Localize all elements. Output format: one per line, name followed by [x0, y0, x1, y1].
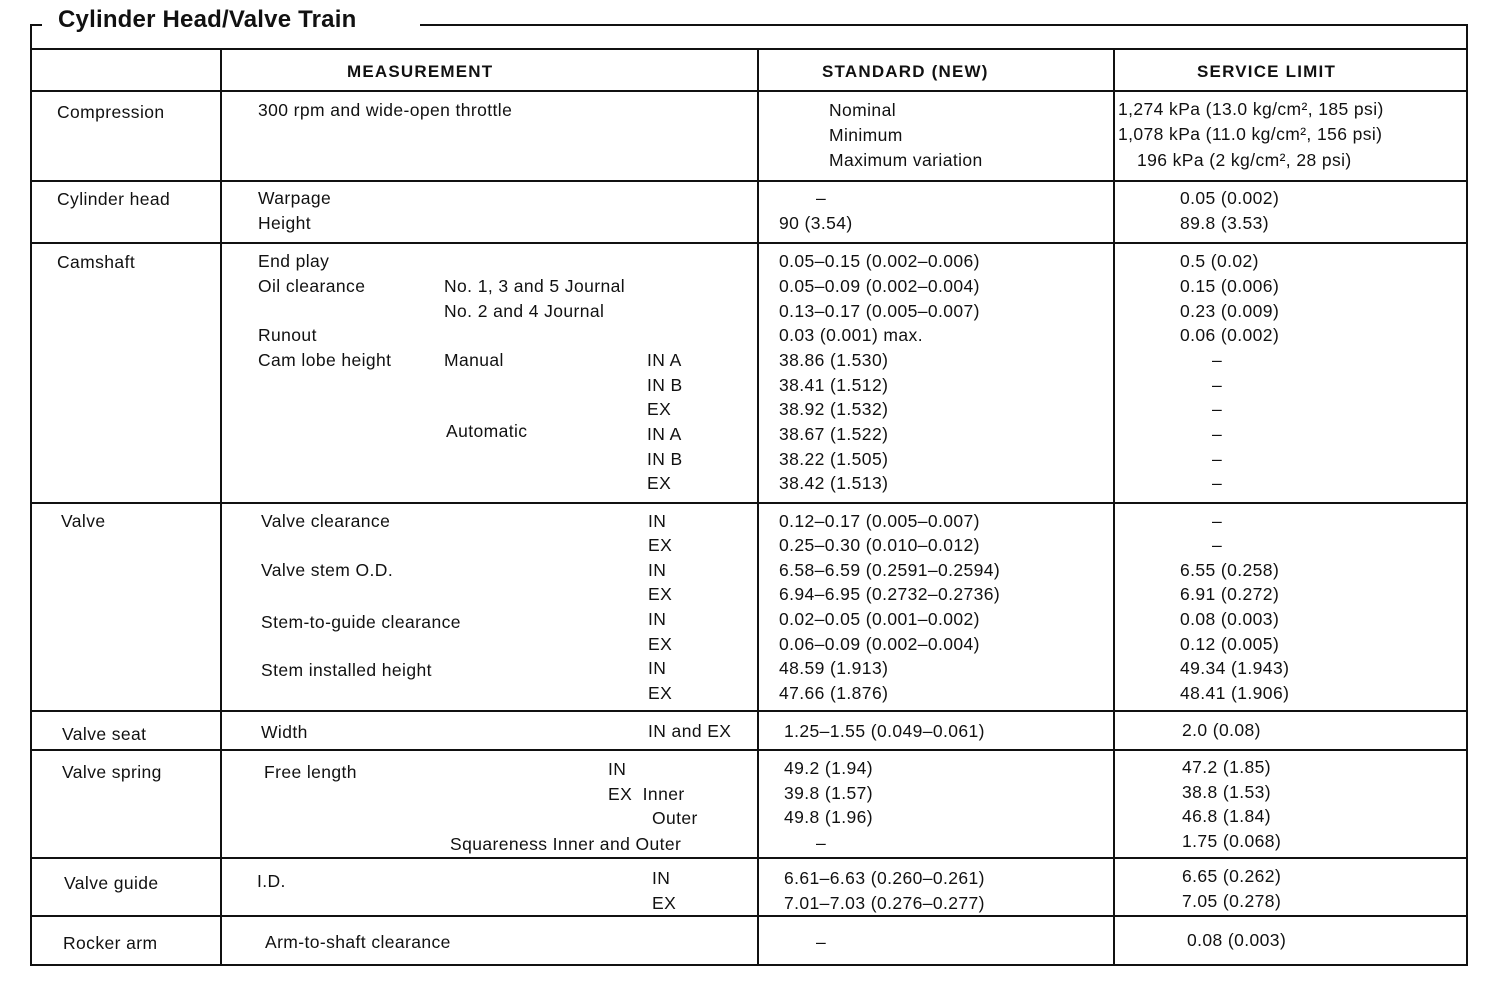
row-divider	[30, 710, 1468, 712]
camshaft-port-label: EX	[647, 473, 672, 493]
valve-guide-std: 7.01–7.03 (0.276–0.277)	[784, 893, 985, 913]
column-divider	[220, 48, 222, 966]
header-bottom-rule	[30, 90, 1468, 92]
valve-service: 0.08 (0.003)	[1180, 609, 1280, 629]
valve-stem-od: Valve stem O.D.	[261, 560, 394, 580]
valve-spring-service: 38.8 (1.53)	[1182, 782, 1272, 802]
camshaft-std: 38.42 (1.513)	[779, 473, 889, 493]
valve-spring-std: 49.8 (1.96)	[784, 807, 874, 827]
valve-seat-width: Width	[261, 722, 308, 742]
compression-std-label: Maximum variation	[829, 150, 983, 170]
camshaft-std: 38.92 (1.532)	[779, 399, 889, 419]
valve-port-label: IN	[648, 609, 667, 629]
valve-spring-service: 46.8 (1.84)	[1182, 806, 1272, 826]
valve-spring-outer: Outer	[652, 808, 698, 828]
camshaft-service: –	[1212, 449, 1223, 469]
valve-service: –	[1212, 535, 1223, 555]
rocker-arm-service: 0.08 (0.003)	[1187, 930, 1287, 950]
camshaft-service: 0.06 (0.002)	[1180, 325, 1280, 345]
valve-std: 6.94–6.95 (0.2732–0.2736)	[779, 584, 1001, 604]
camshaft-port-label: IN B	[647, 375, 683, 395]
valve-service: 49.34 (1.943)	[1180, 658, 1290, 678]
table-top-rule	[30, 48, 1468, 50]
camshaft-service: –	[1212, 473, 1223, 493]
valve-service: 6.91 (0.272)	[1180, 584, 1280, 604]
valve-port-label: EX	[648, 535, 673, 555]
camshaft-oil-clearance: Oil clearance	[258, 276, 366, 296]
row-divider	[30, 749, 1468, 751]
camshaft-std: 38.86 (1.530)	[779, 350, 889, 370]
valve-guide-port: EX	[652, 893, 677, 913]
valve-spring-std: 39.8 (1.57)	[784, 783, 874, 803]
camshaft-journal-135: No. 1, 3 and 5 Journal	[444, 276, 625, 296]
camshaft-std: 38.22 (1.505)	[779, 449, 889, 469]
column-divider	[1113, 48, 1115, 966]
row-divider	[30, 242, 1468, 244]
category-valve-guide: Valve guide	[64, 873, 159, 893]
valve-spring-squareness: Squareness Inner and Outer	[450, 834, 682, 854]
valve-spring-std: 49.2 (1.94)	[784, 758, 874, 778]
valve-port-label: EX	[648, 683, 673, 703]
camshaft-end-play: End play	[258, 251, 330, 271]
valve-spring-std: –	[816, 833, 827, 853]
category-cylinder-head: Cylinder head	[57, 189, 171, 209]
category-valve-spring: Valve spring	[62, 762, 162, 782]
valve-guide-service: 6.65 (0.262)	[1182, 866, 1282, 886]
camshaft-port-label: EX	[647, 399, 672, 419]
valve-std: 47.66 (1.876)	[779, 683, 889, 703]
camshaft-service: 0.15 (0.006)	[1180, 276, 1280, 296]
row-divider	[30, 502, 1468, 504]
camshaft-std: 0.13–0.17 (0.005–0.007)	[779, 301, 980, 321]
cylinder-head-std: –	[816, 188, 827, 208]
camshaft-std: 0.05–0.09 (0.002–0.004)	[779, 276, 980, 296]
camshaft-std: 38.41 (1.512)	[779, 375, 889, 395]
valve-stem-guide-clearance: Stem-to-guide clearance	[261, 612, 461, 632]
rocker-arm-std: –	[816, 932, 827, 952]
valve-service: 48.41 (1.906)	[1180, 683, 1290, 703]
category-valve-seat: Valve seat	[62, 724, 147, 744]
column-divider	[757, 48, 759, 966]
compression-service-value: 1,078 kPa (11.0 kg/cm², 156 psi)	[1118, 124, 1383, 144]
camshaft-journal-24: No. 2 and 4 Journal	[444, 301, 605, 321]
valve-seat-std: 1.25–1.55 (0.049–0.061)	[784, 721, 985, 741]
rocker-arm-clearance: Arm-to-shaft clearance	[265, 932, 451, 952]
cylinder-head-item: Warpage	[258, 188, 332, 208]
camshaft-port-label: IN A	[647, 350, 682, 370]
compression-service-value: 196 kPa (2 kg/cm², 28 psi)	[1137, 150, 1352, 170]
cylinder-head-item: Height	[258, 213, 311, 233]
valve-spring-ex-inner: EX Inner	[608, 784, 685, 804]
header-standard: STANDARD (NEW)	[822, 62, 989, 81]
camshaft-service: 0.5 (0.02)	[1180, 251, 1259, 271]
row-divider	[30, 915, 1468, 917]
compression-condition: 300 rpm and wide-open throttle	[258, 100, 513, 120]
compression-std-label: Nominal	[829, 100, 896, 120]
valve-guide-id: I.D.	[257, 871, 286, 891]
camshaft-std: 0.03 (0.001) max.	[779, 325, 923, 345]
row-divider	[30, 857, 1468, 859]
camshaft-cam-lobe-height: Cam lobe height	[258, 350, 392, 370]
valve-guide-port: IN	[652, 868, 671, 888]
page-title: Cylinder Head/Valve Train	[58, 6, 357, 33]
valve-spring-in: IN	[608, 759, 627, 779]
valve-std: 0.25–0.30 (0.010–0.012)	[779, 535, 980, 555]
valve-std: 0.06–0.09 (0.002–0.004)	[779, 634, 980, 654]
camshaft-runout: Runout	[258, 325, 317, 345]
valve-guide-service: 7.05 (0.278)	[1182, 891, 1282, 911]
valve-port-label: EX	[648, 584, 673, 604]
valve-spring-free-length: Free length	[264, 762, 357, 782]
valve-service: 0.12 (0.005)	[1180, 634, 1280, 654]
camshaft-service: –	[1212, 350, 1223, 370]
valve-service: –	[1212, 511, 1223, 531]
category-rocker-arm: Rocker arm	[63, 933, 158, 953]
valve-std: 48.59 (1.913)	[779, 658, 889, 678]
header-service-limit: SERVICE LIMIT	[1197, 62, 1337, 81]
valve-port-label: IN	[648, 658, 667, 678]
valve-std: 6.58–6.59 (0.2591–0.2594)	[779, 560, 1001, 580]
valve-std: 0.12–0.17 (0.005–0.007)	[779, 511, 980, 531]
camshaft-service: 0.23 (0.009)	[1180, 301, 1280, 321]
valve-std: 0.02–0.05 (0.001–0.002)	[779, 609, 980, 629]
camshaft-service: –	[1212, 375, 1223, 395]
valve-service: 6.55 (0.258)	[1180, 560, 1280, 580]
camshaft-service: –	[1212, 399, 1223, 419]
valve-port-label: IN	[648, 560, 667, 580]
valve-guide-std: 6.61–6.63 (0.260–0.261)	[784, 868, 985, 888]
valve-port-label: IN	[648, 511, 667, 531]
valve-stem-installed-height: Stem installed height	[261, 660, 432, 680]
category-camshaft: Camshaft	[57, 252, 136, 272]
header-measurement: MEASUREMENT	[347, 62, 494, 81]
camshaft-std: 38.67 (1.522)	[779, 424, 889, 444]
camshaft-automatic: Automatic	[446, 421, 528, 441]
valve-clearance: Valve clearance	[261, 511, 391, 531]
valve-port-label: EX	[648, 634, 673, 654]
camshaft-std: 0.05–0.15 (0.002–0.006)	[779, 251, 980, 271]
camshaft-port-label: IN A	[647, 424, 682, 444]
camshaft-manual: Manual	[444, 350, 504, 370]
valve-spring-service: 47.2 (1.85)	[1182, 757, 1272, 777]
valve-spring-service: 1.75 (0.068)	[1182, 831, 1282, 851]
compression-std-label: Minimum	[829, 125, 903, 145]
cylinder-head-service: 0.05 (0.002)	[1180, 188, 1280, 208]
category-compression: Compression	[57, 102, 165, 122]
valve-seat-ports: IN and EX	[648, 721, 732, 741]
valve-seat-service: 2.0 (0.08)	[1182, 720, 1261, 740]
row-divider	[30, 180, 1468, 182]
camshaft-port-label: IN B	[647, 449, 683, 469]
camshaft-service: –	[1212, 424, 1223, 444]
cylinder-head-service: 89.8 (3.53)	[1180, 213, 1270, 233]
cylinder-head-std: 90 (3.54)	[779, 213, 853, 233]
category-valve: Valve	[61, 511, 106, 531]
compression-service-value: 1,274 kPa (13.0 kg/cm², 185 psi)	[1118, 99, 1384, 119]
